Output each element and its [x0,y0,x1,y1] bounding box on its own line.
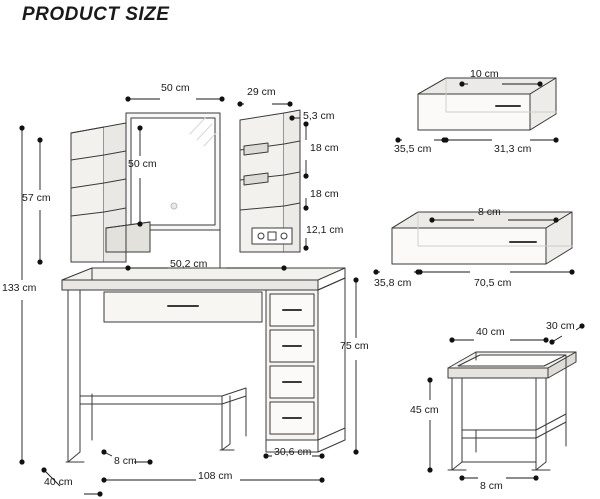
dimension-label-shelf-gap-upper: 18 cm [310,142,339,154]
dimension-label-stool-foot-height: 8 cm [480,480,503,492]
dimension-label-hutch-height: 57 cm [22,192,51,204]
dimension-label-outlet-height: 12,1 cm [306,224,344,236]
dimension-label-large-drawer-width: 70,5 cm [474,277,512,289]
dimension-label-small-drawer-depth: 35,5 cm [394,143,432,155]
dimension-label-mirror-width: 50 cm [161,82,190,94]
dimension-label-desk-foot-height: 8 cm [114,455,137,467]
dimension-label-total-height: 133 cm [2,282,37,294]
dimension-label-stool-width: 40 cm [476,326,505,338]
dimension-label-desk-depth: 40 cm [44,476,73,488]
dimension-label-hutch-width: 50,2 cm [170,258,208,270]
dimension-label-stool-height: 45 cm [410,404,439,416]
dimension-label-large-drawer-depth: 35,8 cm [374,277,412,289]
dimension-label-desk-height: 75 cm [340,340,369,352]
dimension-label-small-drawer-width: 31,3 cm [494,143,532,155]
stool-drawing [448,352,576,470]
dimension-label-stool-depth: 30 cm [546,320,575,332]
dimension-label-mirror-height: 50 cm [128,158,157,170]
dimension-label-shelf-depth: 29 cm [247,86,276,98]
dimension-label-top-shelf-height: 5,3 cm [303,110,335,122]
small-drawer-drawing [418,78,556,130]
dimension-label-large-drawer-height: 8 cm [478,206,501,218]
dimension-label-shelf-gap-lower: 18 cm [310,188,339,200]
vanity-desk-drawing [62,110,345,462]
dimension-label-desk-width: 108 cm [198,470,233,482]
dimension-label-small-drawer-height: 10 cm [470,68,499,80]
page-title: PRODUCT SIZE [22,4,170,25]
dimension-label-drawer-column-width: 30,6 cm [274,446,312,458]
